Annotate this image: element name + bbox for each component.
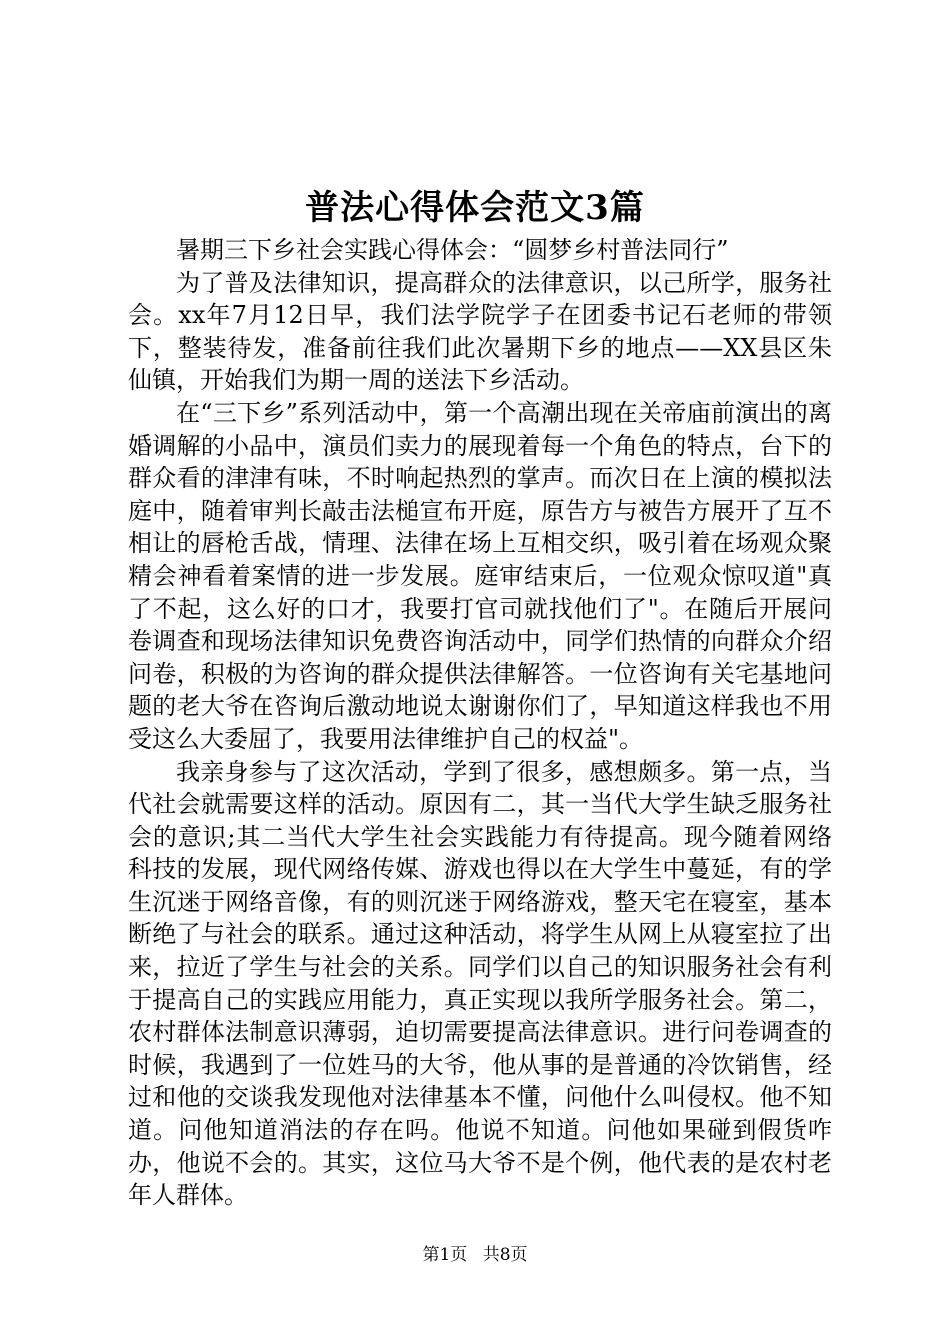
document-body [128, 234, 832, 1212]
document-title: 普法心得体会范文3篇 [305, 188, 645, 228]
paragraph-intro: 为了普及法律知识，提高群众的法律意识，以己所学，服务社会。xx年7月12日早，我们法学院学子在团委书记石老师的带领下，整装待发，准备前往我们此次暑期下乡的地点——XX县区朱仙镇，开始我们为期一周的送法下乡活动。 [128, 268, 832, 395]
paragraph-subtitle: 暑期三下乡社会实践心得体会：“圆梦乡村普法同行” [176, 236, 729, 264]
page-number-current: 第1页 [422, 1245, 468, 1265]
page-number-total: 共8页 [482, 1245, 528, 1265]
paragraph-activities: 在“三下乡”系列活动中，第一个高潮出现在关帝庙前演出的离婚调解的小品中，演员们卖力的展现着每一个角色的特点，台下的群众看的津津有味，不时响起热烈的掌声。而次日在上演的模拟法庭中，随着审判长敲击法槌宣布开庭，原告方与被告方展开了互不相让的唇枪舌战，情理、法律在场上互相交织，吸引着在场观众聚精会神看着案情的进一步发展。庭审结束后，一位观众惊叹道"真了不起，这么好的口才，我要打官司就找他们了"。在随后开展问卷调查和现场法律知识免费咨询活动中，同学们热情的向群众介绍问卷，积极的为咨询的群众提供法律解答。一位咨询有关宅基地问题的老大爷在咨询后激动地说太谢谢你们了，早知道这样我也不用受这么大委屈了，我要用法律维护自己的权益"。 [128, 398, 832, 753]
page-footer [0, 1243, 950, 1267]
paragraph-reflection: 我亲身参与了这次活动，学到了很多，感想颇多。第一点，当代社会就需要这样的活动。原因有二，其一当代大学生缺乏服务社会的意识;其二当代大学生社会实践能力有待提高。现今随着网络科技的发展，现代网络传媒、游戏也得以在大学生中蔓延，有的学生沉迷于网络音像，有的则沉迷于网络游戏，整天宅在寝室，基本断绝了与社会的联系。通过这种活动，将学生从网上从寝室拉了出来，拉近了学生与社会的关系。同学们以自己的知识服务社会有利于提高自己的实践应用能力，真正实现以我所学服务社会。第二，农村群体法制意识薄弱，迫切需要提高法律意识。进行问卷调查的时候，我遇到了一位姓马的大爷，他从事的是普通的冷饮销售，经过和他的交谈我发现他对法律基本不懂，问他什么叫侵权。他不知道。问他知道消法的存在吗。他说不知道。问他如果碰到假货咋办，他说不会的。其实，这位马大爷不是个例，他代表的是农村老年人群体。 [128, 757, 832, 1210]
